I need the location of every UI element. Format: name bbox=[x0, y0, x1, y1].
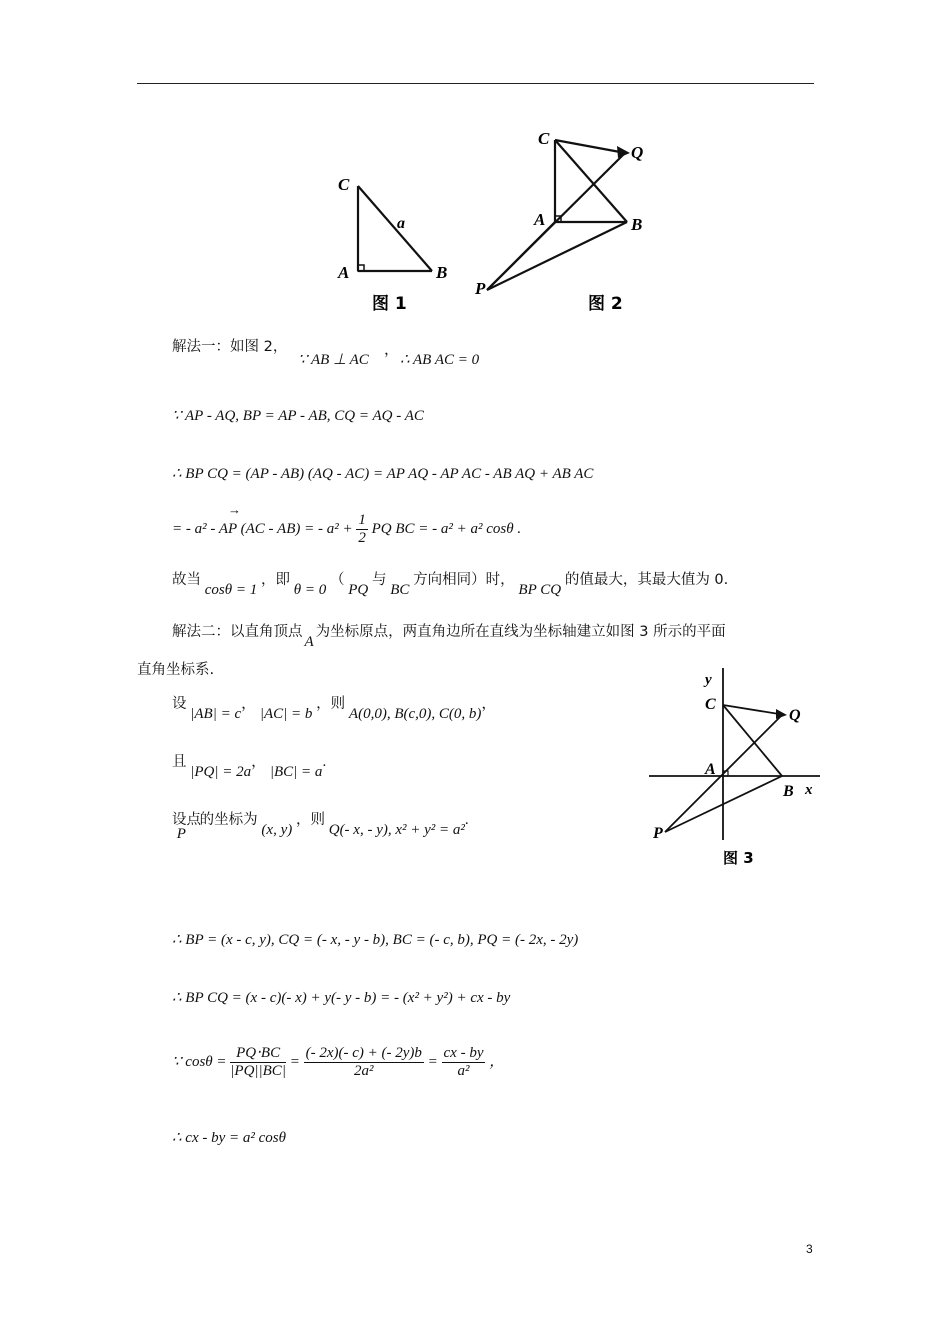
method2-line-1 bbox=[172, 622, 726, 650]
fig3-label-y: y bbox=[705, 672, 712, 688]
fig1-label-a: A bbox=[338, 263, 350, 282]
fig3-label-c: C bbox=[705, 696, 716, 713]
method2-line-5: 设点 P 的坐标为 (x, y) ，则 Q(- x, - y), x² + y² = a². bbox=[172, 812, 469, 842]
vector-arrow-ap: → bbox=[228, 502, 241, 517]
method1-line-2: ∵ AP - AQ, BP = AP - AB, CQ = AQ - AC bbox=[172, 408, 424, 424]
method1-line-4 bbox=[172, 512, 521, 547]
method2-origin-a: A bbox=[304, 634, 314, 650]
fig2-label-c: C bbox=[538, 129, 550, 148]
frac2-num: (- 2x)(- c) + (- 2y)b bbox=[305, 1045, 422, 1062]
q-coords-circle: Q(- x, - y), x² + y² = a² bbox=[328, 822, 465, 838]
method2-l4-t1: 且 bbox=[172, 754, 187, 770]
conclusion-t5: 方向相同）时， bbox=[413, 572, 515, 588]
method2-l3-t2: ，则 bbox=[316, 696, 346, 712]
conclusion-theta-zero: θ = 0 bbox=[293, 582, 327, 598]
method2-l1a: 解法二：以直角顶点 bbox=[172, 624, 303, 640]
fig2-label-a: A bbox=[534, 210, 546, 229]
fig1-label-side-a: a bbox=[397, 215, 405, 232]
method2-line-6: ∴ BP = (x - c, y), CQ = (- x, - y - b), BC = (- c, b), PQ = (- 2x, - 2y) bbox=[172, 932, 579, 948]
point-p: P bbox=[176, 826, 186, 842]
method1-line-3: ∴ BP CQ = (AP - AB) (AQ - AC) = AP AQ - AP AC - AB AQ + AB AC bbox=[172, 466, 594, 482]
comma: ， bbox=[384, 342, 400, 358]
method2-line-8: ∵ cosθ = $\frac{PQ\cdot BC}{|PQ||BC|}$ = $\frac{(- 2x)(- c) + (- 2y)b}{\text{2a²}}$ = $\frac{cx - by}{\text{a²}}$ ， bbox=[172, 1045, 505, 1080]
cos-fraction-3 bbox=[442, 1045, 486, 1080]
method2-l5-t2: 的坐标为 bbox=[199, 812, 258, 828]
method2-line-3: 设 |AB| = c， |AC| = b ，则 A(0,0), B(c,0), C(0, b)， bbox=[172, 696, 497, 722]
conclusion-pq: PQ bbox=[348, 582, 369, 598]
cos-theta-lhs: ∵ cosθ = bbox=[172, 1054, 227, 1070]
method2-l5-t1: 设点 bbox=[172, 812, 201, 828]
method2-line-2: 直角坐标系. bbox=[137, 662, 215, 678]
figure-1 bbox=[330, 168, 460, 318]
coords-abc: A(0,0), B(c,0), C(0, b) bbox=[348, 706, 482, 722]
fig2-caption: 图 2 bbox=[588, 294, 623, 314]
fig3-label-q: Q bbox=[789, 707, 801, 724]
fig3-caption: 图 3 bbox=[723, 849, 754, 867]
half-num: 1 bbox=[358, 512, 366, 529]
conclusion-t6: 的值最大，其最大值为 0. bbox=[564, 572, 729, 588]
method1-line-4b: PQ BC = - a² + a² cosθ . bbox=[371, 521, 522, 537]
fig3-label-b: B bbox=[783, 783, 794, 800]
fig2-label-q: Q bbox=[631, 143, 644, 162]
method2-line-7: ∴ BP CQ = (x - c)(- x) + y(- y - b) = - (x² + y²) + cx - by bbox=[172, 990, 511, 1006]
method1-line-4a: = - a² - AP (AC - AB) = - a² + bbox=[172, 521, 357, 537]
half-den: 2 bbox=[358, 530, 366, 547]
frac2-den: 2a² bbox=[353, 1063, 374, 1080]
half-fraction bbox=[356, 512, 368, 547]
fig3-label-a: A bbox=[705, 761, 716, 778]
fig2-label-p: P bbox=[475, 279, 486, 298]
method1-conclusion bbox=[172, 570, 729, 598]
conclusion-bp-cq: BP CQ bbox=[518, 582, 562, 598]
cos-fraction-2 bbox=[304, 1045, 424, 1080]
fig2-label-b: B bbox=[631, 215, 643, 234]
conclusion-t2: ，即 bbox=[261, 572, 290, 588]
page-number: 3 bbox=[806, 1242, 813, 1256]
frac3-num: cx - by bbox=[443, 1045, 484, 1062]
abs-pq-eq-2a: |PQ| = 2a bbox=[190, 764, 252, 780]
conclusion-t4: 与 bbox=[372, 572, 387, 588]
figure-2 bbox=[470, 122, 660, 317]
fig3-label-x: x bbox=[805, 782, 813, 798]
method1-given-perp: ∵ AB ⊥ AC bbox=[298, 352, 369, 368]
abs-ac-eq-b: |AC| = b bbox=[259, 706, 313, 722]
fig1-caption: 图 1 bbox=[372, 294, 407, 314]
frac1-den: |PQ||BC| bbox=[230, 1063, 286, 1080]
method2-l1b: 为坐标原点，两直角边所在直线为坐标轴建立如图 3 所示的平面 bbox=[315, 624, 726, 640]
method1-dot-zero: ∴ AB AC = 0 bbox=[400, 352, 480, 368]
abs-ab-eq-c: |AB| = c bbox=[190, 706, 242, 722]
method2-line-9: ∴ cx - by = a² cosθ bbox=[172, 1130, 286, 1146]
conclusion-cos-one: cosθ = 1 bbox=[204, 582, 258, 598]
method2-line-4: 且 |PQ| = 2a， |BC| = a. bbox=[172, 754, 327, 780]
method2-l3-t1: 设 bbox=[172, 696, 187, 712]
method1-intro: 解法一：如图 2， bbox=[172, 339, 288, 355]
fig3-label-p: P bbox=[653, 825, 663, 842]
fig1-label-b: B bbox=[436, 263, 448, 282]
figure-3 bbox=[645, 668, 825, 873]
p-coords: (x, y) bbox=[261, 822, 293, 838]
conclusion-t1: 故当 bbox=[172, 572, 201, 588]
cos-fraction-1 bbox=[230, 1045, 286, 1080]
method2-l5-t3: ，则 bbox=[295, 812, 325, 828]
frac1-num: PQ⋅BC bbox=[230, 1045, 286, 1063]
conclusion-bc: BC bbox=[390, 582, 410, 598]
header-rule bbox=[137, 83, 814, 84]
frac3-den: a² bbox=[457, 1063, 470, 1080]
conclusion-t3: （ bbox=[330, 572, 345, 588]
abs-bc-eq-a: |BC| = a bbox=[269, 764, 323, 780]
fig1-label-c: C bbox=[338, 175, 350, 194]
